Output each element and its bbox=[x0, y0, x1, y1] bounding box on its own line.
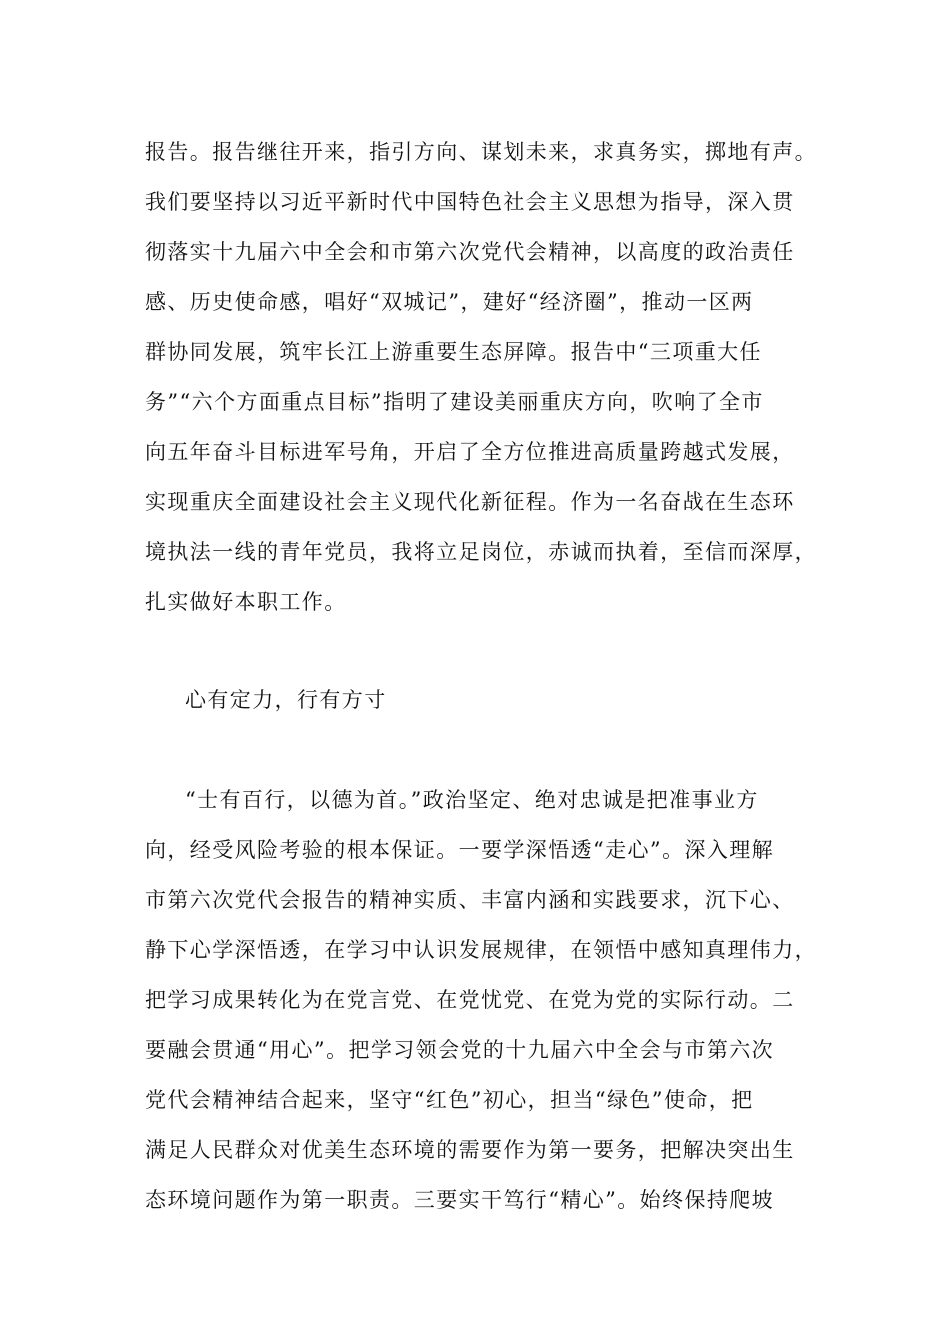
text-line: 满足人民群众对优美生态环境的需要作为第一要务，把解决突出生 bbox=[145, 1138, 795, 1162]
paragraph-2 bbox=[145, 775, 835, 1225]
text-line: 彻落实十九届六中全会和市第六次党代会精神，以高度的政治责任 bbox=[145, 240, 795, 264]
text-line: 把学习成果转化为在党言党、在党忧党、在党为党的实际行动。二 bbox=[145, 988, 795, 1012]
text-line: 党代会精神结合起来，坚守“红色”初心，担当“绿色”使命，把 bbox=[145, 1088, 754, 1112]
text-line: 扎实做好本职工作。 bbox=[145, 590, 347, 614]
text-line: 实现重庆全面建设社会主义现代化新征程。作为一名奋战在生态环 bbox=[145, 490, 795, 514]
text-line: 感、历史使命感，唱好“双城记”，建好“经济圈”，推动一区两 bbox=[145, 290, 754, 314]
text-line: “士有百行，以德为首。”政治坚定、绝对忠诚是把准事业方 bbox=[185, 788, 759, 812]
section-heading bbox=[185, 675, 875, 725]
text-line: 要融会贯通“用心”。把学习领会党的十九届六中全会与市第六次 bbox=[145, 1038, 775, 1062]
text-line: 向，经受风险考验的根本保证。一要学深悟透“走心”。深入理解 bbox=[145, 838, 775, 862]
text-line: 态环境问题作为第一职责。三要实干笃行“精心”。始终保持爬坡 bbox=[145, 1188, 775, 1212]
text-line: 市第六次党代会报告的精神实质、丰富内涵和实践要求，沉下心、 bbox=[145, 888, 795, 912]
section-heading-text: 心有定力，行有方寸 bbox=[185, 688, 387, 712]
text-line: 向五年奋斗目标进军号角，开启了全方位推进高质量跨越式发展， bbox=[145, 440, 795, 464]
text-line: 我们要坚持以习近平新时代中国特色社会主义思想为指导，深入贯 bbox=[145, 190, 795, 214]
text-line: 境执法一线的青年党员，我将立足岗位，赤诚而执着，至信而深厚， bbox=[145, 540, 817, 564]
paragraph-1 bbox=[145, 127, 835, 627]
text-line: 报告。报告继往开来，指引方向、谋划未来，求真务实，掷地有声。 bbox=[145, 140, 817, 164]
text-line: 群协同发展，筑牢长江上游重要生态屏障。报告中“三项重大任 bbox=[145, 340, 762, 364]
text-line: 静下心学深悟透，在学习中认识发展规律，在领悟中感知真理伟力， bbox=[145, 938, 817, 962]
text-line: 务”“六个方面重点目标”指明了建设美丽重庆方向，吹响了全市 bbox=[145, 390, 764, 414]
